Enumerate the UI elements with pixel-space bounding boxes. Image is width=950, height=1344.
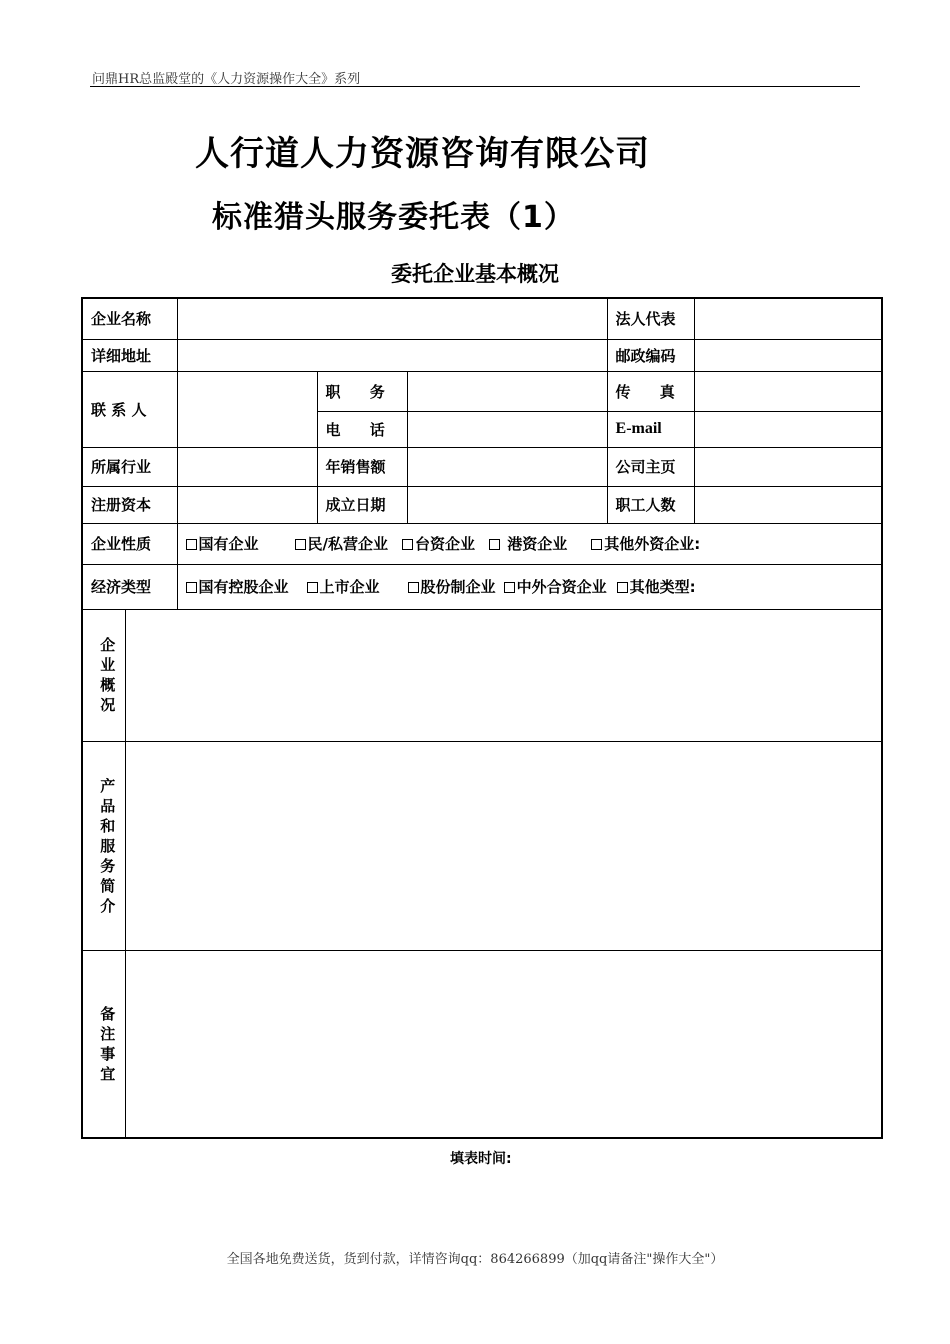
reg-capital-label: 注册资本 (82, 486, 177, 523)
header-rule (90, 86, 860, 87)
econ-type-label: 经济类型 (82, 564, 177, 609)
annual-sales-label: 年销售额 (317, 447, 407, 486)
reg-capital-field[interactable] (177, 486, 317, 523)
fill-time-label: 填表时间: (450, 1151, 512, 1167)
header-text: 问鼎HR总监殿堂的《人力资源操作大全》系列 (92, 72, 361, 87)
overview-label: 企 业 概 况 (82, 609, 125, 741)
remarks-field[interactable] (125, 950, 882, 1138)
checkbox-icon (408, 582, 419, 593)
address-field[interactable] (177, 339, 607, 371)
company-name-field[interactable] (177, 298, 607, 339)
overview-field[interactable] (125, 609, 882, 741)
nature-option[interactable]: 港资企业 (489, 533, 567, 554)
employees-field[interactable] (694, 486, 882, 523)
nature-option[interactable]: 台资企业 (402, 533, 475, 554)
checkbox-icon (295, 539, 306, 550)
econ-option[interactable]: 中外合资企业 (504, 576, 607, 597)
founded-label: 成立日期 (317, 486, 407, 523)
position-label: 职 务 (317, 371, 407, 411)
econ-option[interactable]: 上市企业 (307, 576, 380, 597)
checkbox-icon (186, 539, 197, 550)
form-title: 标准猎头服务委托表（1） (212, 200, 575, 235)
products-field[interactable] (125, 741, 882, 950)
company-title: 人行道人力资源咨询有限公司 (195, 134, 650, 174)
nature-option[interactable]: 国有企业 (186, 533, 259, 554)
nature-options (177, 523, 882, 564)
industry-field[interactable] (177, 447, 317, 486)
checkbox-icon (307, 582, 318, 593)
legal-rep-field[interactable] (694, 298, 882, 339)
postcode-label: 邮政编码 (607, 339, 694, 371)
homepage-label: 公司主页 (607, 447, 694, 486)
employees-label: 职工人数 (607, 486, 694, 523)
econ-options (177, 564, 882, 609)
phone-field[interactable] (407, 411, 607, 447)
checkbox-icon (617, 582, 628, 593)
postcode-field[interactable] (694, 339, 882, 371)
phone-label: 电 话 (317, 411, 407, 447)
section-title: 委托企业基本概况 (391, 262, 559, 286)
founded-field[interactable] (407, 486, 607, 523)
address-label: 详细地址 (82, 339, 177, 371)
fax-field[interactable] (694, 371, 882, 411)
nature-label: 企业性质 (82, 523, 177, 564)
econ-option[interactable]: 其他类型: (617, 576, 696, 597)
legal-rep-label: 法人代表 (607, 298, 694, 339)
nature-option[interactable]: 其他外资企业: (591, 533, 700, 554)
nature-option[interactable]: 民/私营企业 (295, 533, 388, 554)
econ-option[interactable]: 国有控股企业 (186, 576, 289, 597)
position-field[interactable] (407, 371, 607, 411)
entrust-form-table (81, 297, 883, 1139)
email-field[interactable] (694, 411, 882, 447)
homepage-field[interactable] (694, 447, 882, 486)
contact-field[interactable] (177, 371, 317, 447)
company-name-label: 企业名称 (82, 298, 177, 339)
remarks-label: 备 注 事 宜 (82, 950, 125, 1138)
fax-label: 传 真 (607, 371, 694, 411)
email-label: E-mail (607, 411, 694, 447)
checkbox-icon (402, 539, 413, 550)
checkbox-icon (489, 539, 500, 550)
checkbox-icon (504, 582, 515, 593)
contact-label: 联 系 人 (82, 371, 177, 447)
footer-text: 全国各地免费送货，货到付款，详情咨询qq：864266899（加qq请备注"操作大全"） (226, 1252, 724, 1267)
annual-sales-field[interactable] (407, 447, 607, 486)
checkbox-icon (186, 582, 197, 593)
checkbox-icon (591, 539, 602, 550)
econ-option[interactable]: 股份制企业 (408, 576, 496, 597)
products-label: 产 品 和 服 务 简 介 (82, 741, 125, 950)
industry-label: 所属行业 (82, 447, 177, 486)
